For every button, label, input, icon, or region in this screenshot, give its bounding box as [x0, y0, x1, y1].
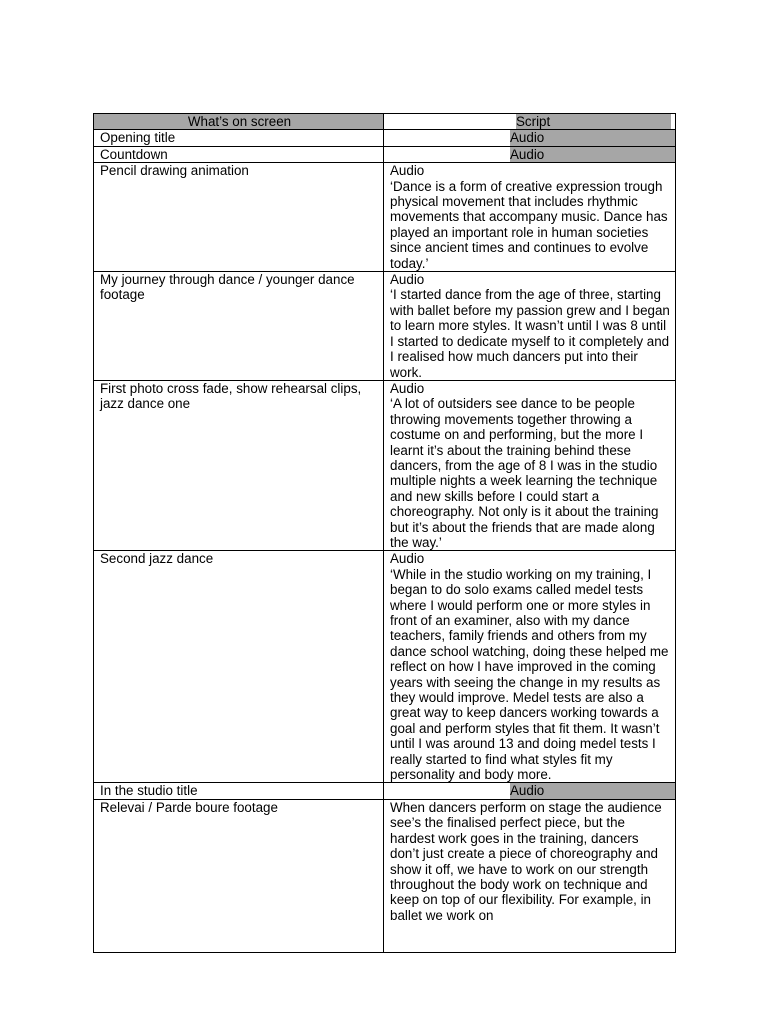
table-row	[94, 551, 676, 783]
table-row	[94, 272, 676, 381]
screen-cell: My journey through dance / younger dance footage	[94, 272, 384, 381]
screen-cell: In the studio title	[94, 783, 384, 799]
screen-cell: Second jazz dance	[94, 551, 384, 783]
header-whats-on-screen: What’s on screen	[94, 114, 384, 130]
header-script: Script	[516, 114, 671, 129]
table-header-row	[94, 114, 676, 130]
script-audio-label: Audio	[510, 783, 675, 798]
script-text: ‘Dance is a form of creative expression trough physical movement that includes rhythmic movements that accompany music. Dance has played an important role in human societies since ancient times and continues to evolve today.’	[390, 178, 668, 271]
script-table	[93, 113, 676, 953]
script-audio-label: Audio	[390, 272, 425, 288]
script-text: ‘I started dance from the age of three, starting with ballet before my passion grew and I began to learn more styles. It wasn’t until I was 8 until I started to dedicate myself to it completely and I realised how much dancers put into their work.	[390, 287, 670, 380]
script-audio-label: Audio	[510, 130, 675, 145]
script-text: ‘While in the studio working on my training, I began to do solo exams called medel tests where I would perform one or more styles in front of an examiner, also with my dance teachers, family friends and others from my dance school watching, doing these helped me reflect on how I have improved in the coming years with seeing the change in my results as they would improve. Medel tests are also a great way to keep dancers working towards a goal and perform styles that fit them. It wasn’t until I was around 13 and doing medel tests I really started to find what styles fit my personality and body more.	[390, 566, 669, 783]
script-audio-label: Audio	[390, 380, 425, 396]
screen-cell: First photo cross fade, show rehearsal clips, jazz dance one	[94, 380, 384, 550]
script-audio-label: Audio	[390, 551, 425, 567]
table-row	[94, 380, 676, 550]
script-text: ‘A lot of outsiders see dance to be people throwing movements together throwing a costume on and performing, but the more I learnt it’s about the training behind these dancers, from the age of 8 I was in the studio multiple nights a week learning the technique and new skills before I could start a choreography. Not only is it about the training but it’s about the friends that are made along the way.’	[390, 396, 659, 550]
screen-cell: Opening title	[94, 130, 384, 146]
table-row	[94, 783, 676, 799]
script-text: When dancers perform on stage the audience see’s the finalised perfect piece, but the hardest work goes in the training, dancers don’t just create a piece of choreography and show it off, we have to work on our strength throughout the body work on technique and keep on top of our flexibility. For example, in ballet we work on	[390, 799, 662, 923]
table-row	[94, 163, 676, 272]
screen-cell: Countdown	[94, 146, 384, 162]
script-audio-label: Audio	[390, 163, 425, 179]
screen-cell: Relevai / Parde boure footage	[94, 799, 384, 952]
script-audio-label: Audio	[510, 147, 675, 162]
table-row	[94, 130, 676, 146]
table-row	[94, 799, 676, 952]
screen-cell: Pencil drawing animation	[94, 163, 384, 272]
table-row	[94, 146, 676, 162]
